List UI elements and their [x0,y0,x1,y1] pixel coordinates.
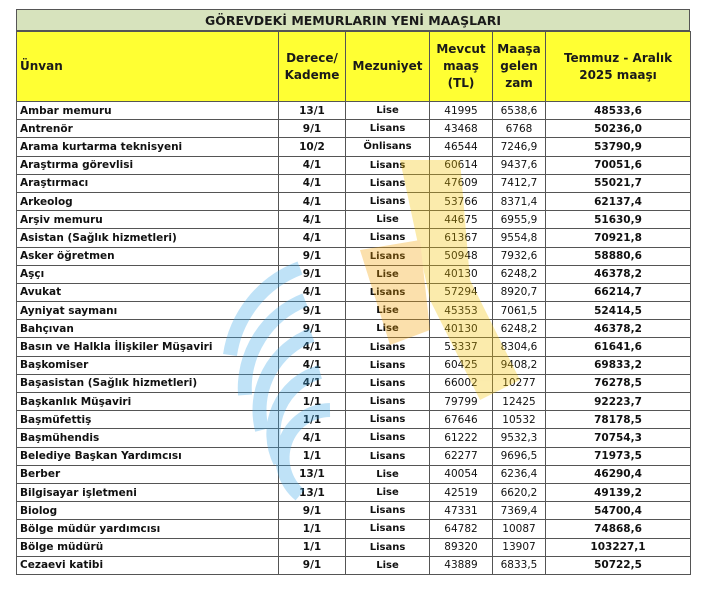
table-row [17,283,691,301]
cell-mevcut: 66002 [430,374,493,392]
table-row [17,120,691,138]
cell-mezuniyet: Önlisans [346,138,430,156]
header-yeni: Temmuz - Aralık 2025 maaşı [546,32,691,102]
table-row [17,411,691,429]
cell-yeni: 76278,5 [546,374,691,392]
cell-unvan: Bölge müdür yardımcısı [17,520,279,538]
cell-yeni: 58880,6 [546,247,691,265]
cell-zam: 7369,4 [493,502,546,520]
cell-zam: 7412,7 [493,174,546,192]
cell-zam: 9696,5 [493,447,546,465]
cell-mevcut: 40130 [430,265,493,283]
cell-mevcut: 47609 [430,174,493,192]
cell-derece: 4/1 [279,356,346,374]
cell-zam: 9532,3 [493,429,546,447]
cell-unvan: Aşçı [17,265,279,283]
cell-derece: 4/1 [279,374,346,392]
table-row [17,174,691,192]
cell-zam: 6538,6 [493,102,546,120]
cell-zam: 10277 [493,374,546,392]
table-row [17,356,691,374]
cell-unvan: Bahçıvan [17,320,279,338]
cell-derece: 4/1 [279,156,346,174]
header-row [17,32,691,102]
cell-yeni: 53790,9 [546,138,691,156]
cell-unvan: Asker öğretmen [17,247,279,265]
cell-derece: 4/1 [279,338,346,356]
cell-mezuniyet: Lise [346,556,430,574]
cell-unvan: Başkomiser [17,356,279,374]
cell-mevcut: 45353 [430,302,493,320]
cell-yeni: 69833,2 [546,356,691,374]
cell-yeni: 55021,7 [546,174,691,192]
table-row [17,247,691,265]
cell-mezuniyet: Lise [346,320,430,338]
cell-yeni: 50236,0 [546,120,691,138]
cell-mevcut: 43889 [430,556,493,574]
cell-unvan: Arama kurtarma teknisyeni [17,138,279,156]
cell-derece: 9/1 [279,320,346,338]
cell-yeni: 103227,1 [546,538,691,556]
cell-derece: 9/1 [279,265,346,283]
cell-zam: 12425 [493,393,546,411]
cell-derece: 1/1 [279,520,346,538]
table-row [17,229,691,247]
table-row [17,320,691,338]
table-row [17,520,691,538]
cell-mezuniyet: Lisans [346,283,430,301]
cell-unvan: Basın ve Halkla İlişkiler Müşaviri [17,338,279,356]
table-row [17,192,691,210]
cell-unvan: Başmüfettiş [17,411,279,429]
cell-zam: 7061,5 [493,302,546,320]
cell-zam: 6248,2 [493,320,546,338]
cell-mevcut: 46544 [430,138,493,156]
cell-mezuniyet: Lisans [346,338,430,356]
cell-zam: 10087 [493,520,546,538]
table-row [17,393,691,411]
cell-zam: 6236,4 [493,465,546,483]
cell-mezuniyet: Lisans [346,520,430,538]
cell-mevcut: 89320 [430,538,493,556]
cell-unvan: Başasistan (Sağlık hizmetleri) [17,374,279,392]
cell-mezuniyet: Lise [346,465,430,483]
cell-derece: 4/1 [279,192,346,210]
cell-mezuniyet: Lisans [346,502,430,520]
table-row [17,447,691,465]
cell-yeni: 46378,2 [546,265,691,283]
cell-yeni: 78178,5 [546,411,691,429]
cell-zam: 6833,5 [493,556,546,574]
cell-yeni: 70921,8 [546,229,691,247]
cell-mezuniyet: Lisans [346,120,430,138]
table-row [17,156,691,174]
cell-yeni: 66214,7 [546,283,691,301]
cell-mevcut: 47331 [430,502,493,520]
cell-unvan: Başmühendis [17,429,279,447]
cell-mezuniyet: Lisans [346,174,430,192]
cell-derece: 4/1 [279,283,346,301]
cell-mevcut: 44675 [430,211,493,229]
cell-mevcut: 53766 [430,192,493,210]
cell-derece: 4/1 [279,174,346,192]
cell-mezuniyet: Lise [346,483,430,501]
table-body [17,102,691,575]
cell-derece: 1/1 [279,447,346,465]
cell-mezuniyet: Lisans [346,156,430,174]
cell-derece: 13/1 [279,102,346,120]
header-derece: Derece/ Kademe [279,32,346,102]
cell-zam: 8304,6 [493,338,546,356]
cell-mezuniyet: Lisans [346,247,430,265]
header-mezuniyet: Mezuniyet [346,32,430,102]
cell-derece: 9/1 [279,247,346,265]
cell-mevcut: 40054 [430,465,493,483]
table-row [17,502,691,520]
table-row [17,374,691,392]
cell-derece: 4/1 [279,429,346,447]
cell-unvan: Biolog [17,502,279,520]
cell-zam: 8371,4 [493,192,546,210]
cell-zam: 9408,2 [493,356,546,374]
cell-yeni: 51630,9 [546,211,691,229]
cell-derece: 9/1 [279,302,346,320]
cell-yeni: 61641,6 [546,338,691,356]
cell-mevcut: 79799 [430,393,493,411]
cell-derece: 13/1 [279,465,346,483]
cell-yeni: 52414,5 [546,302,691,320]
cell-mezuniyet: Lisans [346,374,430,392]
cell-unvan: Bilgisayar işletmeni [17,483,279,501]
table-row [17,538,691,556]
cell-yeni: 92223,7 [546,393,691,411]
cell-yeni: 50722,5 [546,556,691,574]
cell-mezuniyet: Lisans [346,192,430,210]
cell-unvan: Asistan (Sağlık hizmetleri) [17,229,279,247]
cell-mevcut: 43468 [430,120,493,138]
cell-yeni: 74868,6 [546,520,691,538]
cell-zam: 6620,2 [493,483,546,501]
cell-zam: 9437,6 [493,156,546,174]
cell-yeni: 48533,6 [546,102,691,120]
cell-mezuniyet: Lise [346,211,430,229]
cell-mezuniyet: Lise [346,265,430,283]
cell-zam: 6955,9 [493,211,546,229]
cell-mevcut: 53337 [430,338,493,356]
salary-table [16,31,691,575]
cell-unvan: Başkanlık Müşaviri [17,393,279,411]
cell-yeni: 70051,6 [546,156,691,174]
table-row [17,465,691,483]
cell-derece: 4/1 [279,211,346,229]
cell-mevcut: 61222 [430,429,493,447]
cell-mevcut: 50948 [430,247,493,265]
salary-sheet [16,9,690,575]
cell-mevcut: 42519 [430,483,493,501]
cell-mevcut: 60425 [430,356,493,374]
cell-mezuniyet: Lisans [346,538,430,556]
cell-derece: 1/1 [279,538,346,556]
cell-unvan: Ambar memuru [17,102,279,120]
cell-derece: 1/1 [279,393,346,411]
cell-yeni: 46378,2 [546,320,691,338]
cell-mezuniyet: Lisans [346,429,430,447]
cell-derece: 4/1 [279,229,346,247]
header-unvan: Ünvan [17,32,279,102]
cell-mezuniyet: Lisans [346,411,430,429]
table-row [17,265,691,283]
cell-derece: 9/1 [279,120,346,138]
cell-mevcut: 67646 [430,411,493,429]
cell-unvan: Belediye Başkan Yardımcısı [17,447,279,465]
cell-derece: 10/2 [279,138,346,156]
table-row [17,483,691,501]
cell-unvan: Bölge müdürü [17,538,279,556]
cell-zam: 10532 [493,411,546,429]
cell-mezuniyet: Lise [346,102,430,120]
cell-mezuniyet: Lisans [346,393,430,411]
cell-unvan: Berber [17,465,279,483]
cell-unvan: Arkeolog [17,192,279,210]
cell-mevcut: 40130 [430,320,493,338]
cell-yeni: 49139,2 [546,483,691,501]
table-row [17,138,691,156]
cell-derece: 13/1 [279,483,346,501]
cell-zam: 7932,6 [493,247,546,265]
cell-mevcut: 60614 [430,156,493,174]
cell-mezuniyet: Lisans [346,447,430,465]
sheet-title: GÖREVDEKİ MEMURLARIN YENİ MAAŞLARI [16,9,690,31]
table-row [17,211,691,229]
cell-derece: 9/1 [279,556,346,574]
cell-unvan: Antrenör [17,120,279,138]
table-row [17,556,691,574]
cell-unvan: Araştırma görevlisi [17,156,279,174]
cell-unvan: Avukat [17,283,279,301]
cell-unvan: Araştırmacı [17,174,279,192]
cell-yeni: 71973,5 [546,447,691,465]
cell-mezuniyet: Lise [346,302,430,320]
cell-zam: 8920,7 [493,283,546,301]
cell-mezuniyet: Lisans [346,356,430,374]
cell-zam: 7246,9 [493,138,546,156]
cell-unvan: Arşiv memuru [17,211,279,229]
cell-yeni: 54700,4 [546,502,691,520]
table-row [17,102,691,120]
cell-yeni: 46290,4 [546,465,691,483]
cell-zam: 13907 [493,538,546,556]
cell-zam: 9554,8 [493,229,546,247]
cell-unvan: Ayniyat saymanı [17,302,279,320]
cell-yeni: 70754,3 [546,429,691,447]
cell-yeni: 62137,4 [546,192,691,210]
cell-mevcut: 64782 [430,520,493,538]
cell-zam: 6768 [493,120,546,138]
cell-derece: 1/1 [279,411,346,429]
cell-derece: 9/1 [279,502,346,520]
cell-zam: 6248,2 [493,265,546,283]
cell-mevcut: 61367 [430,229,493,247]
cell-unvan: Cezaevi katibi [17,556,279,574]
cell-mezuniyet: Lisans [346,229,430,247]
cell-mevcut: 41995 [430,102,493,120]
cell-mevcut: 57294 [430,283,493,301]
header-zam: Maaşa gelen zam [493,32,546,102]
header-mevcut: Mevcut maaş (TL) [430,32,493,102]
table-row [17,338,691,356]
table-row [17,302,691,320]
cell-mevcut: 62277 [430,447,493,465]
table-row [17,429,691,447]
